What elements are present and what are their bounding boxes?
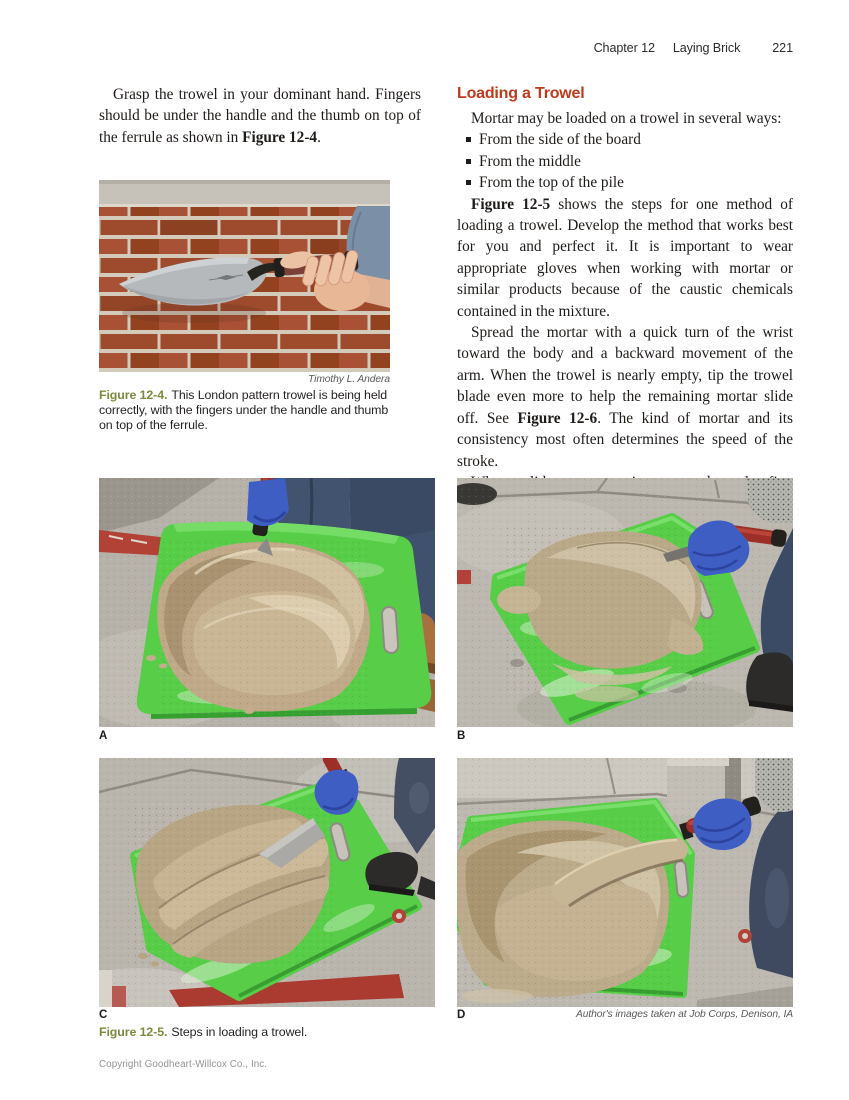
right-column: [457, 85, 793, 536]
copyright-line: Copyright Goodheart-Willcox Co., Inc.: [99, 1059, 268, 1070]
paragraph-text: shows the steps for one method of loading a trowel. Develop the method that works best for you and perfect it. It is important to wear appropriate gloves when working with mortar or similar products because of the caustic chemicals contained in the mixture.: [457, 195, 793, 320]
bullet-list: [457, 129, 793, 193]
left-column: [99, 84, 421, 148]
figure-caption-label: Figure 12-4.: [99, 388, 168, 402]
list-item: [466, 172, 793, 193]
figure-caption-text: Steps in loading a trowel.: [171, 1025, 308, 1039]
figure-12-5-photo-a: [99, 478, 435, 727]
figure-caption-label: Figure 12-5.: [99, 1025, 168, 1039]
figure-reference: Figure 12-4: [242, 128, 318, 146]
figure-12-5-photo-c: [99, 758, 435, 1007]
figure-caption: [99, 1025, 599, 1040]
figure-reference: Figure 12-6: [517, 409, 598, 427]
figure-12-4-photo: [99, 180, 390, 372]
figure-12-5-photo-d: [457, 758, 793, 1007]
chapter-title: Laying Brick: [672, 41, 741, 55]
photo-c-image: [99, 758, 435, 1007]
red-marker: [392, 909, 406, 923]
list-item: [466, 129, 793, 150]
running-head: [594, 41, 793, 55]
figure-12-4: [99, 180, 404, 434]
figure-reference: Figure 12-5: [471, 195, 551, 213]
chapter-number: Chapter 12: [593, 41, 655, 55]
photo-b-image: [457, 478, 793, 727]
mortar-pile: [146, 540, 370, 716]
paragraph: [457, 108, 793, 129]
list-item: [466, 151, 793, 172]
paragraph: [99, 84, 421, 148]
bullet-text: From the middle: [479, 152, 581, 170]
photo-credit: Author's images taken at Job Corps, Denison, IA: [575, 1009, 793, 1020]
photo-credit: Timothy L. Andera: [308, 374, 390, 385]
figure-caption-text: This London pattern trowel is being held correctly, with the fingers under the handle and thumb on top of the ferrule.: [99, 388, 389, 433]
photo-a-image: [99, 478, 435, 727]
section-heading: Loading a Trowel: [457, 85, 585, 102]
photo-label-b: B: [457, 730, 466, 742]
paragraph-text: Spread the mortar with a quick turn of the wrist toward the body and a backward movement of the arm. When the trowel is nearly empty, tip the trowel blade even more to help the remaining mortar slide off. See: [457, 324, 793, 427]
paragraph: [457, 322, 793, 472]
photo-label-d: D: [457, 1009, 466, 1021]
paragraph-text: .: [317, 128, 321, 146]
red-marker: [738, 929, 752, 943]
paragraph-text: Mortar may be loaded on a trowel in several ways:: [471, 110, 782, 127]
blade-shadow: [122, 303, 266, 323]
red-stand-piece: [457, 570, 471, 584]
paragraph-text: . The kind of mortar and its consistency most often determines the speed of the stroke.: [457, 409, 793, 470]
page-number: 221: [772, 41, 793, 55]
paragraph: [457, 194, 793, 322]
bullet-text: From the top of the pile: [479, 174, 624, 192]
concrete-band: [99, 180, 390, 207]
photo-label-a: A: [99, 730, 108, 742]
paragraph-text: Grasp the trowel in your dominant hand. Fingers should be under the handle and the thumb on top of the ferrule as shown in: [99, 86, 421, 146]
figure-12-5-photo-b: [457, 478, 793, 727]
figure-caption: [99, 388, 404, 434]
bullet-text: From the side of the board: [479, 131, 641, 149]
photo-label-c: C: [99, 1009, 108, 1021]
photo-d-image: [457, 758, 793, 1007]
